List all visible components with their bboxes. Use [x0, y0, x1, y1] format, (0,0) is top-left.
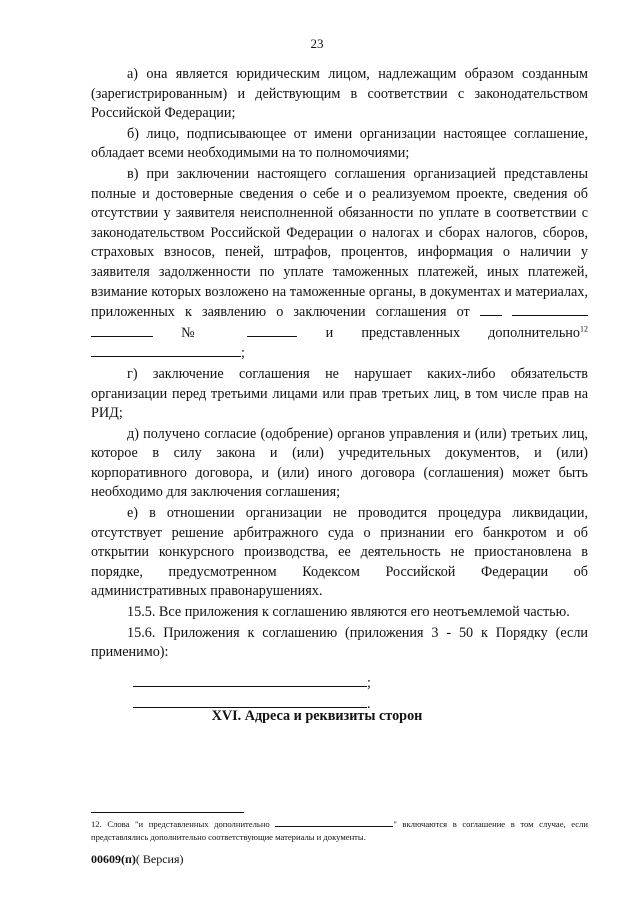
- footnote-text-after: " включаются в соглашение в том случае, если представлялись дополнительно соответствующие материалы и документы.: [91, 819, 588, 842]
- footnote-blank: [275, 818, 393, 827]
- footnote-number: 12.: [91, 819, 102, 829]
- date-month-blank: [512, 302, 588, 316]
- document-body: [91, 65, 588, 715]
- footnote-ref: 12: [580, 323, 588, 333]
- clause-g: г) заключение соглашения не нарушает каких-либо обязательств организации перед третьими лицами или прав третьих лиц, в том числе прав на РИД;: [91, 365, 588, 422]
- appendix-line-1-end: ;: [367, 674, 371, 691]
- date-day-blank: [480, 302, 502, 316]
- clause-a: а) она является юридическим лицом, надлежащим образом созданным (зарегистрированным) и действующим в соответствии с законодательством Российской Федерации;: [91, 66, 588, 122]
- section-title: XVI. Адреса и реквизиты сторон: [211, 708, 423, 724]
- number-blank: [247, 323, 297, 337]
- document-id: [91, 852, 184, 867]
- document-version: ( Версия): [135, 852, 184, 866]
- appendix-blank-1: [133, 673, 367, 687]
- clause-15-5: 15.5. Все приложения к соглашению являются его неотъемлемой частью.: [127, 604, 570, 621]
- date-year-blank: [91, 323, 153, 337]
- additional-materials-blank: [91, 343, 241, 357]
- footnote: [91, 818, 588, 843]
- clause-15-6: 15.6. Приложения к соглашению (приложения 3 - 50 к Порядку (если применимо):: [91, 624, 588, 661]
- clause-b: б) лицо, подписывающее от имени организации настоящее соглашение, обладает всеми необходимыми на то полномочиями;: [91, 125, 588, 162]
- clause-e: е) в отношении организации не проводится процедура ликвидации, отсутствует решение арбитражного суда о признании его банкротом и об открытии конкурсного производства, ее деятельность не приостановлена в порядке, предусмотренном Кодексом Российской Федерации об административных правонарушениях.: [91, 505, 588, 600]
- footnote-text-before: Слова "и представленных дополнительно: [107, 819, 270, 829]
- clause-v: [91, 165, 588, 364]
- clause-d: д) получено согласие (одобрение) органов управления и (или) третьих лиц, которое в силу закона и (или) учредительных документов, и (или) корпоративного договора, и (или) иного договора (соглашения) может быть необходимо для заключения соглашения;: [91, 425, 588, 501]
- appendix-line-1: [91, 673, 588, 694]
- clause-v-text: в) при заключении настоящего соглашения организацией представлены полные и достоверные сведения о себе и о реализуемом проекте, сведения об отсутствии у заявителя неисполненной обязанности по уплате в соответствии с законодательством Российской Федерации о налогах и сборах налогов, сборов, страховых взносов, пеней, штрафов, процентов, информация о наличии у заявителя задолженности по уплате таможенных платежей, иных платежей, взимание которых возложено на таможенные органы, в документах и материалах, приложенных к заявлению о заключении соглашения от: [91, 165, 588, 321]
- appendix-line-2-end: .: [367, 695, 371, 712]
- clause-v-tail: и представленных дополнительно: [325, 324, 580, 341]
- appendix-blank-2: [133, 694, 367, 708]
- number-sign: №: [181, 324, 220, 341]
- clause-v-end: ;: [241, 345, 245, 362]
- document-code: 00609(п): [91, 852, 136, 866]
- footnote-divider: [91, 812, 244, 813]
- page-number: 23: [310, 36, 324, 51]
